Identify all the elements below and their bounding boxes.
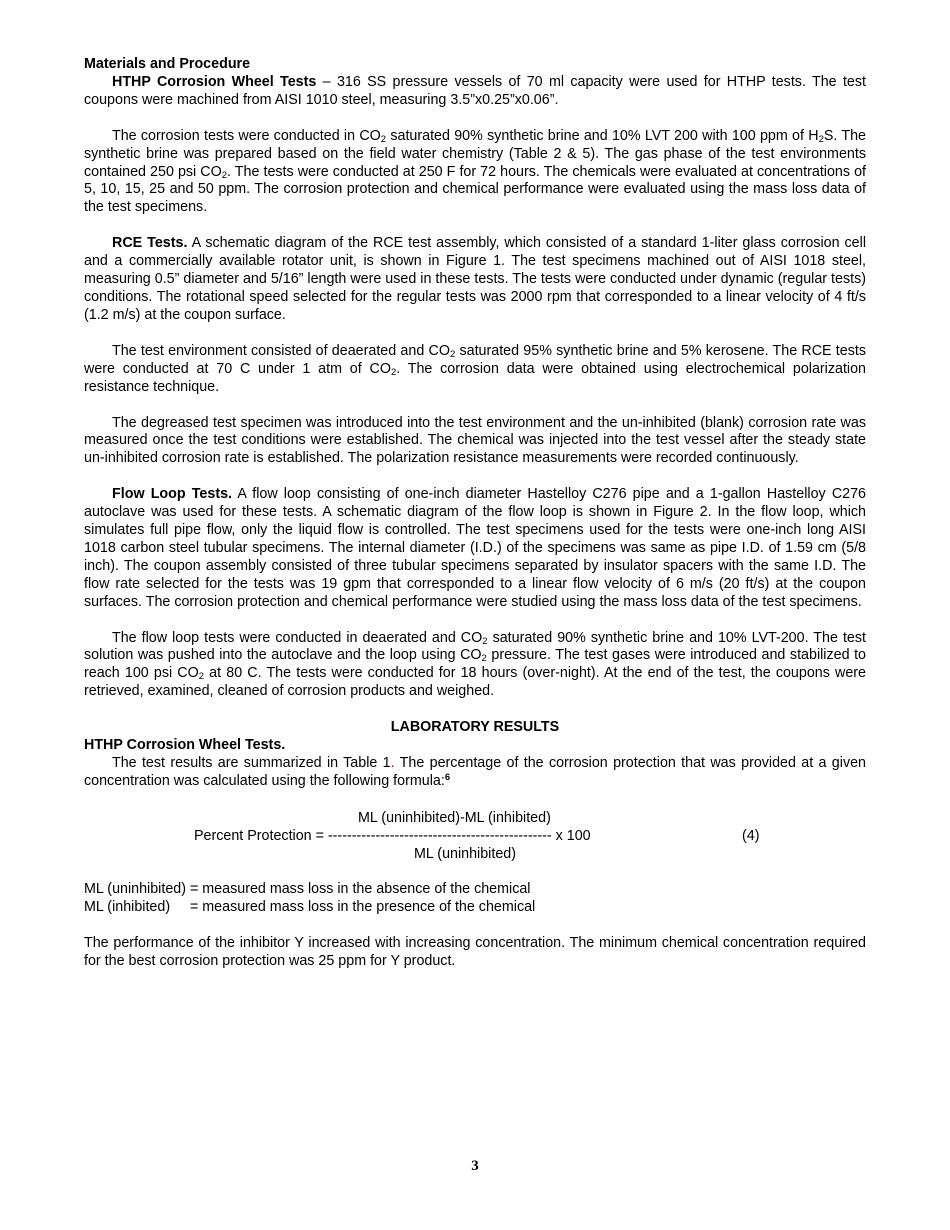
formula-denominator: ML (uninhibited) [414, 845, 516, 862]
hthp-heading: HTHP Corrosion Wheel Tests [112, 73, 317, 90]
results-heading: LABORATORY RESULTS [390, 719, 560, 736]
formula-main-line: Percent Protection = ----------------------------------------------- x 100 [194, 827, 591, 844]
reference-marker: 6 [444, 771, 451, 783]
results-subheading: HTHP Corrosion Wheel Tests. [84, 737, 286, 754]
flow-paragraph-1: Flow Loop Tests. A flow loop consisting of one-inch diameter Hastelloy C276 pipe and a 1-gallon Hastelloy C276 autoclave was used for these tests. A schematic diagram of the flow loop is shown in Figure 2. In the flow loop, which simulates full pipe flow, only the liquid flow is controlled. The test specimens used for the tests were one-inch long AISI 1018 carbon steel tubular specimens. The internal diameter (I.D.) of the specimens was same as pipe I.D. of 1.59 cm (5/8 inch). The coupon assembly consisted of three tubular specimens separated by insulator spacers with the same I.D. The flow rate selected for the tests was 19 gpm that corresponded to a linear flow velocity of 6 m/s (20 ft/s) at the coupon surfaces. The corrosion protection and chemical performance were studied using the mass loss data of the test specimens. [84, 486, 866, 610]
page-number: 3 [471, 1158, 479, 1174]
rce-paragraph-3: The degreased test specimen was introduced into the test environment and the un-inhibited (blank) corrosion rate was measured once the test conditions were established. The chemical was injected into the test vessel after the steady state un-inhibited corrosion rate is established. The polarization resistance measurements were recorded continuously. [84, 414, 866, 467]
rce-paragraph-2: The test environment consisted of deaerated and $CO_2$ saturated 95% synthetic brine and 5% kerosene. The RCE tests were conducted at 70 C under 1 atm of $CO_2$. The corrosion data were obtained using electrochemical polarization resistance technique. [84, 342, 866, 395]
rce-heading: RCE Tests. [112, 235, 188, 252]
equation-number: (4) [742, 827, 760, 844]
definition-inhibited: ML (inhibited) = measured mass loss in the presence of the chemical [84, 898, 536, 915]
results-paragraph-1: The test results are summarized in Table 1. The percentage of the corrosion protection that was provided at a given concentration was calculated using the following formula:$^6$ [84, 755, 866, 789]
section-title: Materials and Procedure [84, 56, 251, 72]
results-paragraph-2: The performance of the inhibitor Y increased with increasing concentration. The minimum chemical concentration required for the best corrosion protection was 25 ppm for Y product. [84, 934, 866, 969]
rce-paragraph-1: RCE Tests. A schematic diagram of the RCE test assembly, which consisted of a standard 1-liter glass corrosion cell and a commercially available rotator unit, is shown in Figure 1. The test specimens machined out of AISI 1018 steel, measuring 0.5” diameter and 5/16” length were used in these tests. The tests were conducted under dynamic (regular tests) conditions. The rotational speed selected for the regular tests was 2000 rpm that corresponded to a linear velocity of 4 ft/s (1.2 m/s) at the coupon surface. [84, 235, 866, 323]
formula-numerator: ML (uninhibited)-ML (inhibited) [358, 809, 551, 826]
definitions [84, 881, 866, 917]
hthp-paragraph-2: The corrosion tests were conducted in $CO_2$ saturated 90% synthetic brine and 10% LVT 200 with 100 ppm of $H_2S$. The synthetic brine was prepared based on the field water chemistry (Table 2 & 5). The gas phase of the test environments contained 250 psi $CO_2$. The tests were conducted at 250 F for 72 hours. The chemicals were evaluated at concentrations of 5, 10, 15, 25 and 50 ppm. The corrosion protection and chemical performance were evaluated using the mass loss data of the test specimens. [84, 127, 867, 216]
percent-protection-formula [84, 809, 866, 863]
definition-uninhibited: ML (uninhibited) = measured mass loss in the absence of the chemical [84, 880, 531, 897]
flow-paragraph-2: The flow loop tests were conducted in deaerated and $CO_2$ saturated 90% synthetic brine and 10% LVT-200. The test solution was pushed into the autoclave and the loop using $CO_2$ pressure. The test gases were introduced and stabilized to reach 100 psi $CO_2$ at 80 C. The tests were conducted for 18 hours (over-night). At the end of the test, the coupons were retrieved, examined, cleaned of corrosion products and weighed. [84, 629, 866, 700]
document-page [84, 56, 866, 970]
flow-heading: Flow Loop Tests. [112, 486, 233, 503]
hthp-paragraph-1: HTHP Corrosion Wheel Tests – 316 SS pressure vessels of 70 ml capacity were used for HTHP tests. The test coupons were machined from AISI 1010 steel, measuring 3.5”x0.25”x0.06”. [84, 73, 866, 108]
